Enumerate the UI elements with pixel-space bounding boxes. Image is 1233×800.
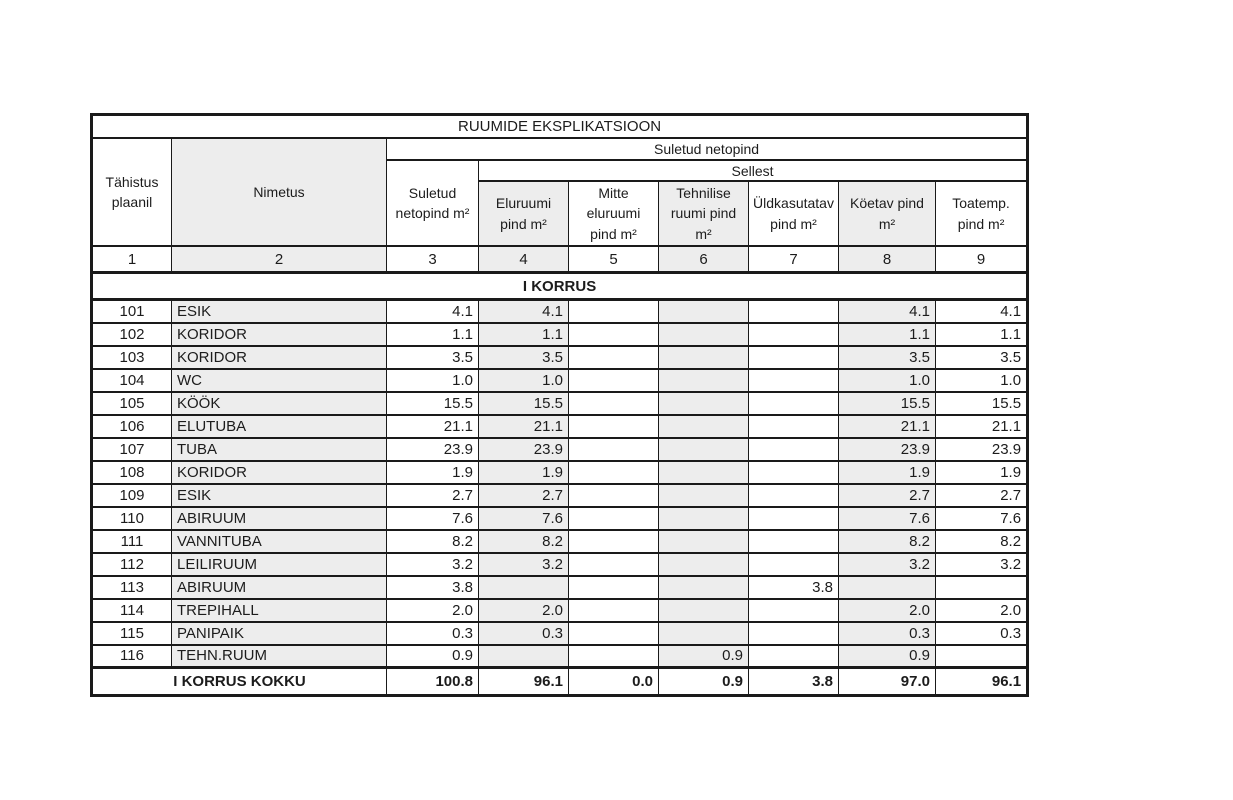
area-value xyxy=(749,392,839,415)
total-value: 100.8 xyxy=(387,668,479,696)
table-row xyxy=(92,369,1028,392)
area-value: 1.1 xyxy=(936,323,1028,346)
total-value: 96.1 xyxy=(479,668,569,696)
title-row xyxy=(92,115,1028,139)
room-code: 103 xyxy=(92,346,172,369)
area-value xyxy=(569,507,659,530)
room-name: TREPIHALL xyxy=(172,599,387,622)
table-row xyxy=(92,415,1028,438)
area-value: 4.1 xyxy=(479,300,569,323)
area-value xyxy=(569,369,659,392)
area-value: 3.5 xyxy=(839,346,936,369)
area-value: 23.9 xyxy=(936,438,1028,461)
area-value xyxy=(479,576,569,599)
area-value xyxy=(569,392,659,415)
area-value: 3.8 xyxy=(387,576,479,599)
area-value xyxy=(749,530,839,553)
room-code: 106 xyxy=(92,415,172,438)
area-value xyxy=(479,645,569,668)
area-value: 21.1 xyxy=(479,415,569,438)
area-value xyxy=(659,530,749,553)
total-value: 0.9 xyxy=(659,668,749,696)
area-value: 0.9 xyxy=(659,645,749,668)
area-value: 0.3 xyxy=(479,622,569,645)
room-code: 111 xyxy=(92,530,172,553)
area-value: 4.1 xyxy=(839,300,936,323)
area-value xyxy=(659,369,749,392)
area-value: 3.5 xyxy=(387,346,479,369)
column-number: 4 xyxy=(479,246,569,273)
area-value: 15.5 xyxy=(387,392,479,415)
area-value: 2.7 xyxy=(387,484,479,507)
table-row xyxy=(92,599,1028,622)
room-code: 112 xyxy=(92,553,172,576)
room-name: KORIDOR xyxy=(172,346,387,369)
table-row xyxy=(92,323,1028,346)
total-value: 3.8 xyxy=(749,668,839,696)
header-band-row-1 xyxy=(92,138,1028,160)
column-number: 1 xyxy=(92,246,172,273)
area-value: 8.2 xyxy=(479,530,569,553)
area-value xyxy=(659,622,749,645)
room-name: ESIK xyxy=(172,300,387,323)
column-number: 5 xyxy=(569,246,659,273)
room-code: 102 xyxy=(92,323,172,346)
section-label: I KORRUS xyxy=(92,273,1028,300)
area-value xyxy=(659,392,749,415)
table-row xyxy=(92,484,1028,507)
column-numbers-row xyxy=(92,246,1028,273)
header-tehnilise-ruumi-pind: Tehnilise ruumi pind m² xyxy=(659,181,749,246)
area-value: 3.2 xyxy=(479,553,569,576)
column-number: 3 xyxy=(387,246,479,273)
area-value: 1.1 xyxy=(479,323,569,346)
area-value: 15.5 xyxy=(479,392,569,415)
table-row xyxy=(92,553,1028,576)
room-name: WC xyxy=(172,369,387,392)
area-value: 4.1 xyxy=(387,300,479,323)
area-value: 1.9 xyxy=(936,461,1028,484)
area-value xyxy=(936,576,1028,599)
room-name: TUBA xyxy=(172,438,387,461)
area-value: 2.0 xyxy=(936,599,1028,622)
area-value xyxy=(569,323,659,346)
area-value: 23.9 xyxy=(387,438,479,461)
area-value xyxy=(659,323,749,346)
area-value: 1.0 xyxy=(839,369,936,392)
area-value xyxy=(569,645,659,668)
area-value: 1.0 xyxy=(479,369,569,392)
header-nimetus: Nimetus xyxy=(172,138,387,246)
room-name: ELUTUBA xyxy=(172,415,387,438)
area-value: 1.9 xyxy=(479,461,569,484)
area-value xyxy=(749,553,839,576)
column-number: 2 xyxy=(172,246,387,273)
area-value xyxy=(749,645,839,668)
area-value: 1.0 xyxy=(936,369,1028,392)
area-value xyxy=(659,300,749,323)
area-value: 1.1 xyxy=(387,323,479,346)
area-value xyxy=(659,461,749,484)
area-value: 1.9 xyxy=(839,461,936,484)
area-value: 8.2 xyxy=(387,530,479,553)
header-band-sellest: Sellest xyxy=(479,160,1028,181)
area-value: 21.1 xyxy=(936,415,1028,438)
room-name: ABIRUUM xyxy=(172,576,387,599)
area-value xyxy=(569,346,659,369)
area-value: 8.2 xyxy=(839,530,936,553)
room-name: ABIRUUM xyxy=(172,507,387,530)
section-row xyxy=(92,273,1028,300)
area-value: 7.6 xyxy=(387,507,479,530)
room-code: 113 xyxy=(92,576,172,599)
area-value xyxy=(569,622,659,645)
header-band-suletud-netopind: Suletud netopind xyxy=(387,138,1028,160)
rooms-tbody xyxy=(92,273,1028,696)
room-code: 110 xyxy=(92,507,172,530)
area-value: 0.9 xyxy=(839,645,936,668)
area-value xyxy=(569,576,659,599)
table-title: RUUMIDE EKSPLIKATSIOON xyxy=(92,115,1028,139)
header-mitte-eluruumi-pind: Mitte eluruumi pind m² xyxy=(569,181,659,246)
area-value xyxy=(749,323,839,346)
area-value: 7.6 xyxy=(936,507,1028,530)
area-value xyxy=(749,346,839,369)
area-value: 2.0 xyxy=(479,599,569,622)
area-value xyxy=(749,461,839,484)
area-value: 3.5 xyxy=(479,346,569,369)
room-code: 107 xyxy=(92,438,172,461)
header-koetav-pind: Köetav pind m² xyxy=(839,181,936,246)
total-value: 96.1 xyxy=(936,668,1028,696)
area-value: 21.1 xyxy=(387,415,479,438)
area-value xyxy=(749,599,839,622)
table-row xyxy=(92,645,1028,668)
area-value xyxy=(569,530,659,553)
header-uldkasutatav-pind: Üldkasutatav pind m² xyxy=(749,181,839,246)
room-name: ESIK xyxy=(172,484,387,507)
area-value: 23.9 xyxy=(479,438,569,461)
area-value xyxy=(569,415,659,438)
area-value: 0.3 xyxy=(936,622,1028,645)
area-value: 1.9 xyxy=(387,461,479,484)
area-value: 2.0 xyxy=(387,599,479,622)
table-row xyxy=(92,507,1028,530)
table-row xyxy=(92,392,1028,415)
area-value xyxy=(936,645,1028,668)
room-name: PANIPAIK xyxy=(172,622,387,645)
area-value xyxy=(749,438,839,461)
area-value xyxy=(569,461,659,484)
area-value xyxy=(569,300,659,323)
area-value xyxy=(569,484,659,507)
area-value xyxy=(659,599,749,622)
area-value: 1.0 xyxy=(387,369,479,392)
area-value: 1.1 xyxy=(839,323,936,346)
room-code: 115 xyxy=(92,622,172,645)
table-header xyxy=(92,115,1028,273)
area-value: 15.5 xyxy=(839,392,936,415)
area-value: 15.5 xyxy=(936,392,1028,415)
area-value xyxy=(659,346,749,369)
area-value: 8.2 xyxy=(936,530,1028,553)
header-toatemp-pind: Toatemp. pind m² xyxy=(936,181,1028,246)
total-label: I KORRUS KOKKU xyxy=(92,668,387,696)
area-value: 4.1 xyxy=(936,300,1028,323)
column-number: 7 xyxy=(749,246,839,273)
area-value: 7.6 xyxy=(479,507,569,530)
area-value xyxy=(839,576,936,599)
area-value xyxy=(749,622,839,645)
room-code: 109 xyxy=(92,484,172,507)
room-name: KÖÖK xyxy=(172,392,387,415)
room-code: 101 xyxy=(92,300,172,323)
table-row xyxy=(92,461,1028,484)
area-value xyxy=(659,553,749,576)
area-value: 3.8 xyxy=(749,576,839,599)
room-name: LEILIRUUM xyxy=(172,553,387,576)
room-code: 116 xyxy=(92,645,172,668)
room-name: KORIDOR xyxy=(172,323,387,346)
room-name: VANNITUBA xyxy=(172,530,387,553)
room-code: 104 xyxy=(92,369,172,392)
area-value: 3.2 xyxy=(387,553,479,576)
area-value: 3.5 xyxy=(936,346,1028,369)
room-explication-sheet xyxy=(90,113,1029,697)
area-value xyxy=(569,438,659,461)
total-value: 97.0 xyxy=(839,668,936,696)
header-eluruumi-pind: Eluruumi pind m² xyxy=(479,181,569,246)
column-number: 6 xyxy=(659,246,749,273)
area-value xyxy=(659,576,749,599)
room-name: KORIDOR xyxy=(172,461,387,484)
area-value: 2.7 xyxy=(936,484,1028,507)
area-value: 0.3 xyxy=(839,622,936,645)
total-row xyxy=(92,668,1028,696)
room-explication-table xyxy=(90,113,1029,697)
table-row xyxy=(92,300,1028,323)
area-value: 0.3 xyxy=(387,622,479,645)
area-value xyxy=(749,369,839,392)
column-number: 9 xyxy=(936,246,1028,273)
area-value xyxy=(749,484,839,507)
room-code: 105 xyxy=(92,392,172,415)
area-value xyxy=(659,415,749,438)
area-value: 2.7 xyxy=(479,484,569,507)
header-suletud-netopind-m2: Suletud netopind m² xyxy=(387,160,479,246)
table-row xyxy=(92,530,1028,553)
area-value xyxy=(659,438,749,461)
area-value xyxy=(749,507,839,530)
area-value xyxy=(749,415,839,438)
table-row xyxy=(92,576,1028,599)
area-value: 7.6 xyxy=(839,507,936,530)
total-value: 0.0 xyxy=(569,668,659,696)
area-value: 3.2 xyxy=(839,553,936,576)
room-name: TEHN.RUUM xyxy=(172,645,387,668)
area-value xyxy=(659,484,749,507)
area-value: 3.2 xyxy=(936,553,1028,576)
area-value xyxy=(569,553,659,576)
room-code: 114 xyxy=(92,599,172,622)
area-value xyxy=(749,300,839,323)
room-code: 108 xyxy=(92,461,172,484)
area-value: 23.9 xyxy=(839,438,936,461)
table-row xyxy=(92,346,1028,369)
area-value: 2.7 xyxy=(839,484,936,507)
column-number: 8 xyxy=(839,246,936,273)
area-value: 2.0 xyxy=(839,599,936,622)
area-value xyxy=(569,599,659,622)
header-tahistus-plaanil: Tähistus plaanil xyxy=(92,138,172,246)
area-value: 21.1 xyxy=(839,415,936,438)
table-row xyxy=(92,622,1028,645)
area-value xyxy=(659,507,749,530)
table-row xyxy=(92,438,1028,461)
area-value: 0.9 xyxy=(387,645,479,668)
